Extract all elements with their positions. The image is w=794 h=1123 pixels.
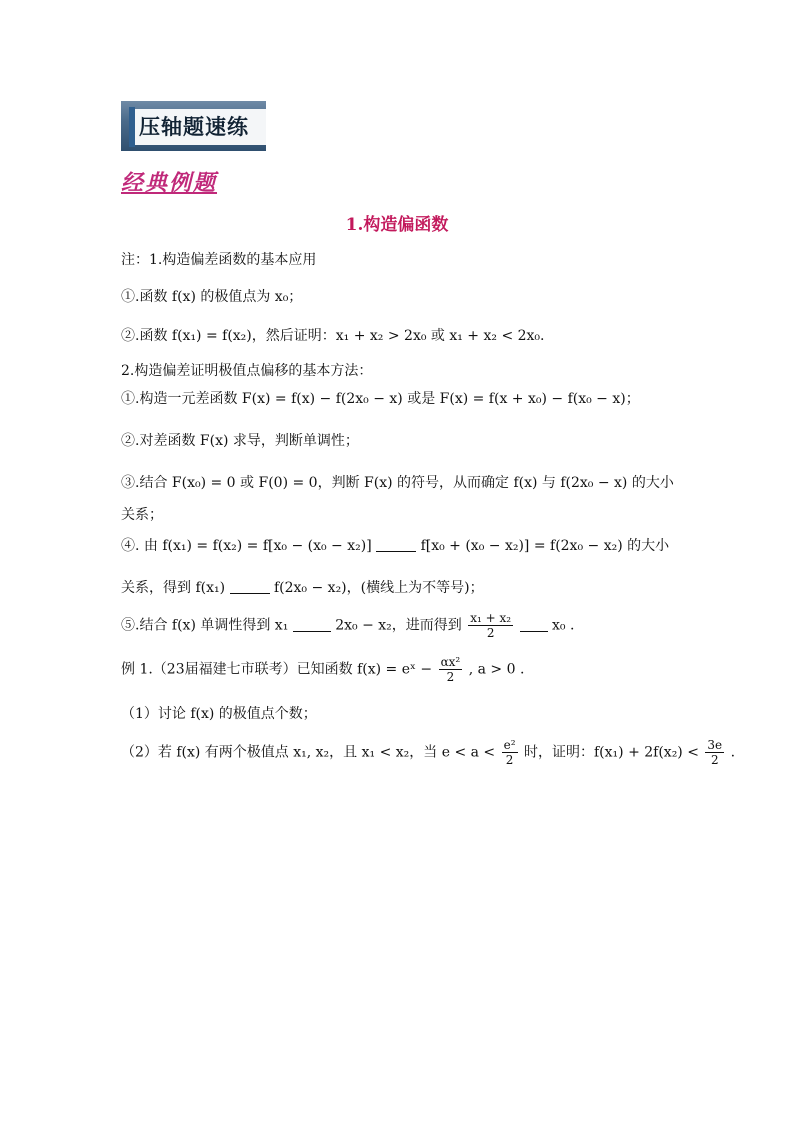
note-line-3: ②.函数 f(x₁) = f(x₂)，然后证明：x₁ + x₂ > 2x₀ 或 x₁ + x₂ < 2x₀. [121, 328, 545, 344]
note-line-9 [121, 535, 669, 555]
note-line-9-part-b: f[x₀ + (x₀ − x₂)] = f(2x₀ − x₂) 的大小 [420, 538, 670, 554]
note-line-8: 关系； [121, 507, 163, 523]
note-line-11-part-b: 2x₀ − x₂，进而得到 [335, 617, 462, 634]
note-line-11-part-c: x₀ . [551, 617, 575, 634]
fraction-ax2-numerator: αx² [440, 655, 461, 669]
question-2-part-b: 时，证明：f(x₁) + 2f(x₂) < [524, 744, 699, 761]
fraction-e2-denominator: 2 [505, 753, 514, 767]
note-line-11 [121, 611, 574, 640]
blank-inequality-2 [230, 579, 270, 594]
section-title: 经典例题 [121, 170, 218, 196]
question-2-part-a: （2）若 f(x) 有两个极值点 x₁, x₂，且 x₁ < x₂，当 e < a < [121, 744, 496, 761]
fraction-ax2-denominator: 2 [446, 670, 455, 684]
example-1-part-b: , a > 0 . [468, 661, 525, 678]
fraction-3e-denominator: 2 [710, 753, 719, 767]
note-line-7: ③.结合 F(x₀) = 0 或 F(0) = 0，判断 F(x) 的符号，从而确定 f(x) 与 f(2x₀ − x) 的大小 [121, 475, 674, 491]
fraction-mean-denominator: 2 [486, 626, 495, 640]
fraction-mean-numerator: x₁ + x₂ [470, 611, 512, 625]
blank-inequality-4 [520, 617, 548, 632]
note-line-2: ①.函数 f(x) 的极值点为 x₀； [121, 289, 303, 305]
blank-inequality-1 [376, 537, 416, 552]
note-line-5: ①.构造一元差函数 F(x) = f(x) − f(2x₀ − x) 或是 F(x) = f(x + x₀) − f(x₀ − x)； [121, 391, 640, 407]
note-line-10-part-b: f(2x₀ − x₂)，(横线上为不等号)； [273, 580, 484, 596]
fraction-e2-numerator: e² [503, 738, 516, 752]
note-line-6: ②.对差函数 F(x) 求导，判断单调性； [121, 433, 359, 449]
fraction-3e-numerator: 3e [707, 738, 723, 752]
page-title: 1.构造偏函数 [345, 215, 449, 235]
note-line-9-part-a: ④. 由 f(x₁) = f(x₂) = f[x₀ − (x₀ − x₂)] [121, 538, 372, 554]
note-line-11-part-a: ⑤.结合 f(x) 单调性得到 x₁ [121, 617, 289, 634]
note-line-4: 2.构造偏差证明极值点偏移的基本方法： [121, 363, 373, 379]
note-line-10-part-a: 关系，得到 f(x₁) [121, 580, 226, 596]
banner [121, 101, 266, 151]
example-1-statement [121, 655, 524, 684]
fraction-3e [705, 738, 724, 767]
question-1: （1）讨论 f(x) 的极值点个数； [121, 706, 317, 722]
fraction-mean [468, 611, 513, 640]
note-line-1: 注：1.构造偏差函数的基本应用 [121, 252, 317, 268]
banner-label: 压轴题速练 [139, 115, 249, 139]
blank-inequality-3 [293, 617, 331, 632]
fraction-ax2 [439, 655, 463, 684]
fraction-e2 [502, 738, 518, 767]
question-2-part-c: . [730, 744, 736, 761]
banner-accent-bar [129, 107, 135, 147]
example-1-part-a: 例 1.（23届福建七市联考）已知函数 f(x) = eˣ − [121, 661, 433, 678]
note-line-10 [121, 577, 484, 597]
question-2 [121, 738, 735, 767]
